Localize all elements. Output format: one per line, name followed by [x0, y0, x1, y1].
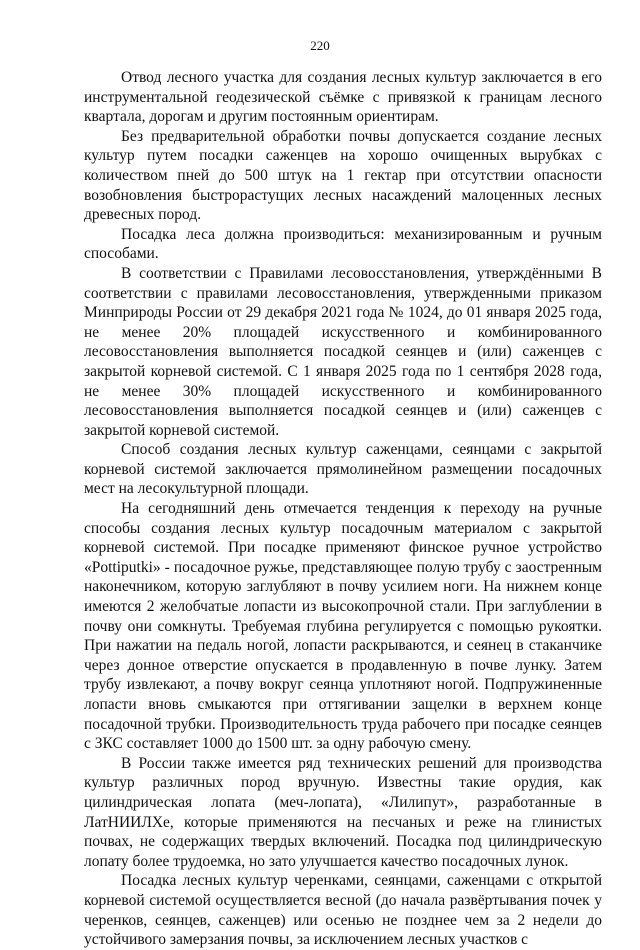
paragraph-pottiputki: На сегодняшний день отмечается тенденция к переходу на ручные способы создания лесных культур посадочным материалом с закрытой корневой системой. При посадке применяют финское ручное устройство «Pottiputki» - посадочное ружье, представляющее полую трубу с заостренным наконечником, которую заглубляют в почву усилием ноги. На нижнем конце имеются 2 желобчатые лопасти из высокопрочной стали. При заглублении в почву они сомкнуты. Требуемая глубина регулируется с помощью рукоятки. При нажатии на педаль ногой, лопасти раскрываются, и сеянец в стаканчике через донное отверстие опускается в продавленную в почве лунку. Затем трубу извлекают, а почву вокруг сеянца уплотняют ногой. Подпружиненные лопасти вновь смыкаются при оттягивании защелки в верхнем конце посадочной трубки. Производительность труда рабочего при посадке сеянцев с ЗКС составляет 1000 до 1500 шт. за одну рабочую смену. — [84, 500, 602, 753]
body-text — [84, 68, 602, 950]
paragraph-planting-seasons: Посадка лесных культур черенками, сеянцами, саженцами с открытой корневой системой осуществляется весной (до начала развёртывания почек у черенков, сеянцев, саженцев) или осенью не позднее чем за 2 недели до устойчивого замерзания почвы, за исключением лесных участков с — [84, 872, 602, 949]
paragraph-russian-tools: В России также имеется ряд технических решений для производства культур различных пород вручную. Известны такие орудия, как цилиндрическая лопата (меч-лопата), «Лилипут», разработанные в ЛатНИИЛХе, которые применяются на песчаных и реже на глинистых почвах, не содержащих твердых включений. Посадка под цилиндрическую лопату более трудоемка, но зато улучшается качество посадочных лунок. — [84, 754, 602, 870]
paragraph-planting-methods: Посадка леса должна производиться: механизированным и ручным способами. — [84, 225, 602, 263]
paragraph-reforestation-rules: В соответствии с Правилами лесовосстановления, утверждёнными В соответствии с правилами лесовосстановления, утвержденными приказом Минприроды России от 29 декабря 2021 года № 1024, до 01 января 2025 года, не менее 20% площадей искусственного и комбинированного лесовосстановления выполняется посадкой сеянцев и (или) саженцев с закрытой корневой системой. С 1 января 2025 года по 1 сентября 2028 года, не менее 30% площадей искусственного и комбинированного лесовосстановления выполняется посадкой сеянцев и (или) саженцев с закрытой корневой системой. — [84, 264, 602, 439]
paragraph-closed-root-method: Способ создания лесных культур саженцами, сеянцами с закрытой корневой системой заключается прямолинейном размещении посадочных мест на лесокультурной площади. — [84, 441, 602, 498]
paragraph-site-allocation: Отвод лесного участка для создания лесных культур заключается в его инструментальной геодезической съёмке с привязкой к границам лесного квартала, дорогам и другим постоянным ориентирам. — [84, 69, 602, 126]
page-number: 220 — [310, 38, 330, 53]
paragraph-no-soil-preparation: Без предварительной обработки почвы допускается создание лесных культур путем посадки саженцев на хорошо очищенных вырубках с количеством пней до 500 штук на 1 гектар при отсутствии опасности возобновления быстрорастущих лесных насаждений малоценных лесных древесных пород. — [84, 127, 602, 224]
